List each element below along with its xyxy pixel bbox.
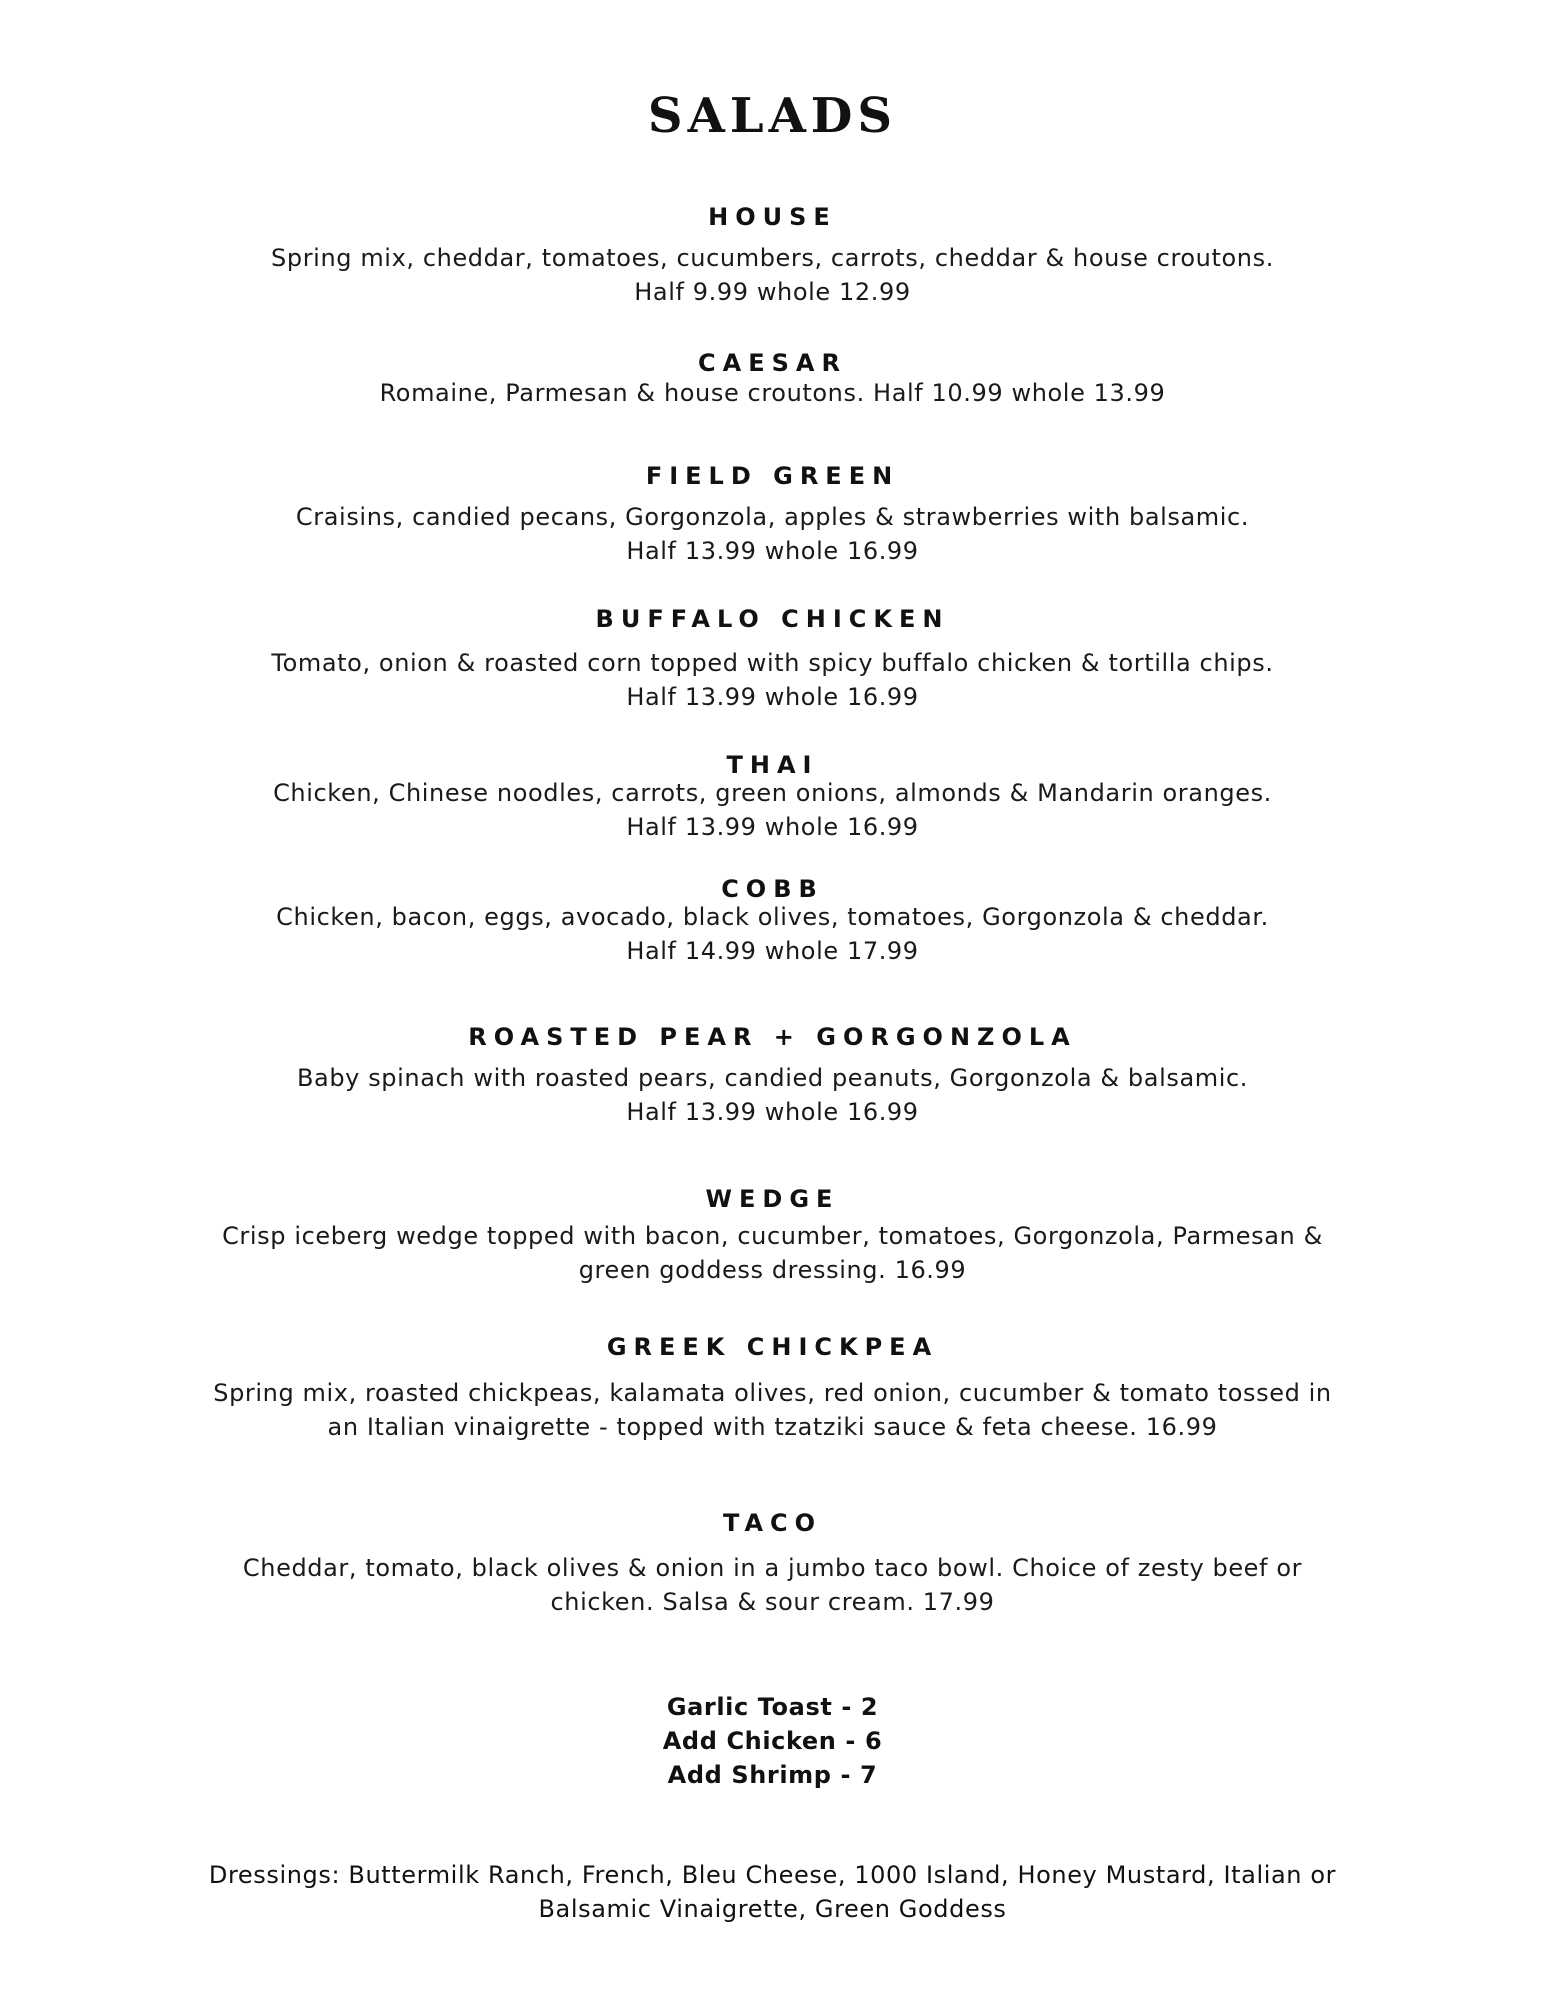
item-name: HOUSE <box>708 203 837 231</box>
item-description <box>150 1219 1395 1287</box>
menu-item-field-green <box>150 461 1395 568</box>
item-description-line: Baby spinach with roasted pears, candied peanuts, Gorgonzola & balsamic. <box>296 1064 1249 1092</box>
menu-item-caesar <box>150 348 1395 410</box>
item-price-line: Half 13.99 whole 16.99 <box>626 1098 919 1126</box>
item-name: COBB <box>721 875 824 903</box>
item-description <box>150 376 1395 410</box>
item-description <box>150 1551 1395 1619</box>
menu-item-roasted-pear-gorgonzola <box>150 1022 1395 1129</box>
item-description-line: Tomato, onion & roasted corn topped with spicy buffalo chicken & tortilla chips. <box>271 649 1274 677</box>
addon-item: Add Chicken - 6 <box>662 1727 883 1755</box>
addons-list <box>0 1690 1545 1792</box>
item-name: GREEK CHICKPEA <box>606 1333 939 1361</box>
item-description <box>150 1061 1395 1129</box>
item-name: WEDGE <box>705 1185 840 1213</box>
menu-item-greek-chickpea <box>150 1332 1395 1444</box>
item-price-line: Half 13.99 whole 16.99 <box>626 683 919 711</box>
item-description-line: Cheddar, tomato, black olives & onion in a jumbo taco bowl. Choice of zesty beef or <box>242 1554 1303 1582</box>
dressings-line: Dressings: Buttermilk Ranch, French, Bleu Cheese, 1000 Island, Honey Mustard, Italian or <box>208 1861 1337 1889</box>
menu-item-thai <box>150 750 1395 844</box>
menu-item-buffalo-chicken <box>150 604 1395 714</box>
item-price-line: an Italian vinaigrette - topped with tzatziki sauce & feta cheese. 16.99 <box>327 1413 1218 1441</box>
addon-item: Add Shrimp - 7 <box>667 1761 878 1789</box>
item-name: THAI <box>726 751 819 779</box>
menu-item-cobb <box>150 874 1395 968</box>
item-description-line: Romaine, Parmesan & house croutons. Half 10.99 whole 13.99 <box>379 379 1166 407</box>
item-price-line: Half 14.99 whole 17.99 <box>626 937 919 965</box>
item-description-line: Chicken, bacon, eggs, avocado, black olives, tomatoes, Gorgonzola & cheddar. <box>276 903 1269 931</box>
menu-item-taco <box>150 1508 1395 1619</box>
item-description-line: Spring mix, cheddar, tomatoes, cucumbers, carrots, cheddar & house croutons. <box>271 244 1274 272</box>
item-description <box>150 646 1395 714</box>
item-price-line: Half 13.99 whole 16.99 <box>626 813 919 841</box>
item-price-line: chicken. Salsa & sour cream. 17.99 <box>550 1588 995 1616</box>
page-title: SALADS <box>647 88 898 144</box>
item-name: CAESAR <box>698 349 847 377</box>
item-price-line: green goddess dressing. 16.99 <box>578 1256 967 1284</box>
item-description-line: Craisins, candied pecans, Gorgonzola, apples & strawberries with balsamic. <box>295 503 1250 531</box>
item-name: FIELD GREEN <box>645 462 900 490</box>
item-description <box>150 900 1395 968</box>
item-description <box>150 500 1395 568</box>
item-price-line: Half 13.99 whole 16.99 <box>626 537 919 565</box>
item-name: ROASTED PEAR + GORGONZOLA <box>468 1023 1077 1051</box>
item-description-line: Crisp iceberg wedge topped with bacon, cucumber, tomatoes, Gorgonzola, Parmesan & <box>222 1222 1323 1250</box>
item-description <box>150 241 1395 309</box>
item-description-line: Spring mix, roasted chickpeas, kalamata olives, red onion, cucumber & tomato tossed in <box>213 1379 1332 1407</box>
item-description <box>150 1376 1395 1444</box>
item-description <box>150 776 1395 844</box>
dressings-note <box>150 1858 1395 1926</box>
item-name: BUFFALO CHICKEN <box>595 605 950 633</box>
addon-item: Garlic Toast - 2 <box>666 1693 879 1721</box>
item-price-line: Half 9.99 whole 12.99 <box>634 278 911 306</box>
menu-item-wedge <box>150 1184 1395 1287</box>
item-name: TACO <box>722 1509 823 1537</box>
menu-item-house <box>150 202 1395 309</box>
dressings-line: Balsamic Vinaigrette, Green Goddess <box>538 1895 1007 1923</box>
item-description-line: Chicken, Chinese noodles, carrots, green onions, almonds & Mandarin oranges. <box>273 779 1272 807</box>
